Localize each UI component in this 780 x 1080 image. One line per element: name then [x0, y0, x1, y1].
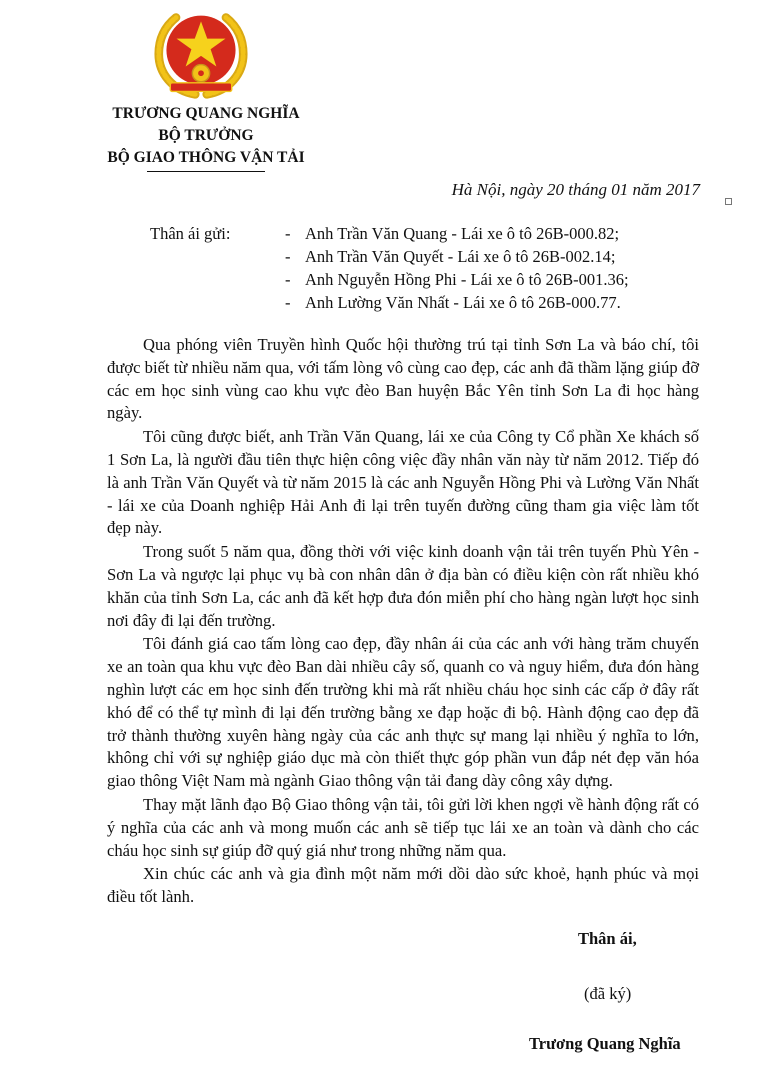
sender-ministry: BỘ GIAO THÔNG VẬN TẢI [107, 149, 305, 166]
sender-block [100, 103, 312, 172]
body-paragraph: Qua phóng viên Truyền hình Quốc hội thường trú tại tỉnh Sơn La và báo chí, tôi được biết từ nhiều năm qua, với tấm lòng vô cùng cao đẹp, các anh đã thầm lặng giúp đỡ các em học sinh vùng cao khu vực đèo Ban huyện Bắc Yên tỉnh Sơn La đi học hàng ngày. [107, 335, 699, 423]
signer-name: Trương Quang Nghĩa [529, 1034, 681, 1053]
body-paragraph: Trong suốt 5 năm qua, đồng thời với việc kinh doanh vận tải trên tuyến Phù Yên - Sơn La và ngược lại phục vụ bà con nhân dân ở địa bàn có điều kiện còn rất nhiều khó khăn của tỉnh Sơn La, các anh đã kết hợp đưa đón miễn phí cho hàng ngàn lượt học sinh nơi đây đi lại đến trường. [107, 542, 699, 630]
recipients-block [150, 222, 629, 314]
vietnam-national-emblem-icon [153, 6, 249, 102]
date-line: Hà Nội, ngày 20 tháng 01 năm 2017 [451, 180, 700, 199]
body-paragraph: Xin chúc các anh và gia đình một năm mới dồi dào sức khoẻ, hạnh phúc và mọi điều tốt lành. [107, 864, 699, 907]
sender-name: TRƯƠNG QUANG NGHĨA [112, 105, 300, 122]
body-paragraph: Tôi đánh giá cao tấm lòng cao đẹp, đầy nhân ái của các anh với hàng trăm chuyến xe an toàn qua khu vực đèo Ban dài nhiều cây số, quanh co và nguy hiểm, đưa đón hàng nghìn lượt các em học sinh đến trường khi mà rất nhiều cháu học sinh các cấp ở đây rất khó để có thể tự mình đi lại đến trường bằng xe đạp hoặc đi bộ. Hành động cao đẹp đã trở thành thường xuyên hàng ngày của các anh thực sự mang lại nhiều ý nghĩa to lớn, không chỉ với sự nghiệp giáo dục mà còn thiết thực góp phần vun đắp nét đẹp văn hóa giao thông Việt Nam mà ngành Giao thông vận tải đang dày công xây dựng. [107, 634, 699, 791]
recipient-item: - Anh Nguyễn Hồng Phi - Lái xe ô tô 26B-001.36; [285, 270, 629, 289]
corner-marker [725, 198, 732, 205]
letter-body [107, 334, 699, 910]
body-paragraph: Tôi cũng được biết, anh Trần Văn Quang, lái xe của Công ty Cổ phần Xe khách số 1 Sơn La, là người đầu tiên thực hiện công việc đầy nhân văn này từ năm 2012. Tiếp đó là anh Trần Văn Quyết và từ năm 2015 là các anh Nguyễn Hồng Phi và Lường Văn Nhất - lái xe của Doanh nghiệp Hải Anh đi lại trên tuyến đường cũng tham gia việc làm tốt đẹp này. [107, 427, 699, 538]
body-paragraph: Thay mặt lãnh đạo Bộ Giao thông vận tải, tôi gửi lời khen ngợi về hành động rất có ý nghĩa của các anh và mong muốn các anh sẽ tiếp tục lái xe an toàn và dành cho các cháu học sinh sự giúp đỡ quý giá như trong những năm qua. [107, 794, 699, 860]
closing-salutation: Thân ái, [578, 929, 637, 948]
recipient-item: - Anh Trần Văn Quyết - Lái xe ô tô 26B-002.14; [285, 247, 616, 266]
header-divider [147, 171, 265, 172]
recipient-item: - Anh Trần Văn Quang - Lái xe ô tô 26B-000.82; [285, 224, 620, 243]
recipients-label: Thân ái gửi: [150, 224, 231, 243]
recipient-item: - Anh Lường Văn Nhất - Lái xe ô tô 26B-000.77. [285, 293, 621, 312]
signed-note: (đã ký) [584, 984, 632, 1003]
sender-position: BỘ TRƯỞNG [158, 127, 254, 144]
